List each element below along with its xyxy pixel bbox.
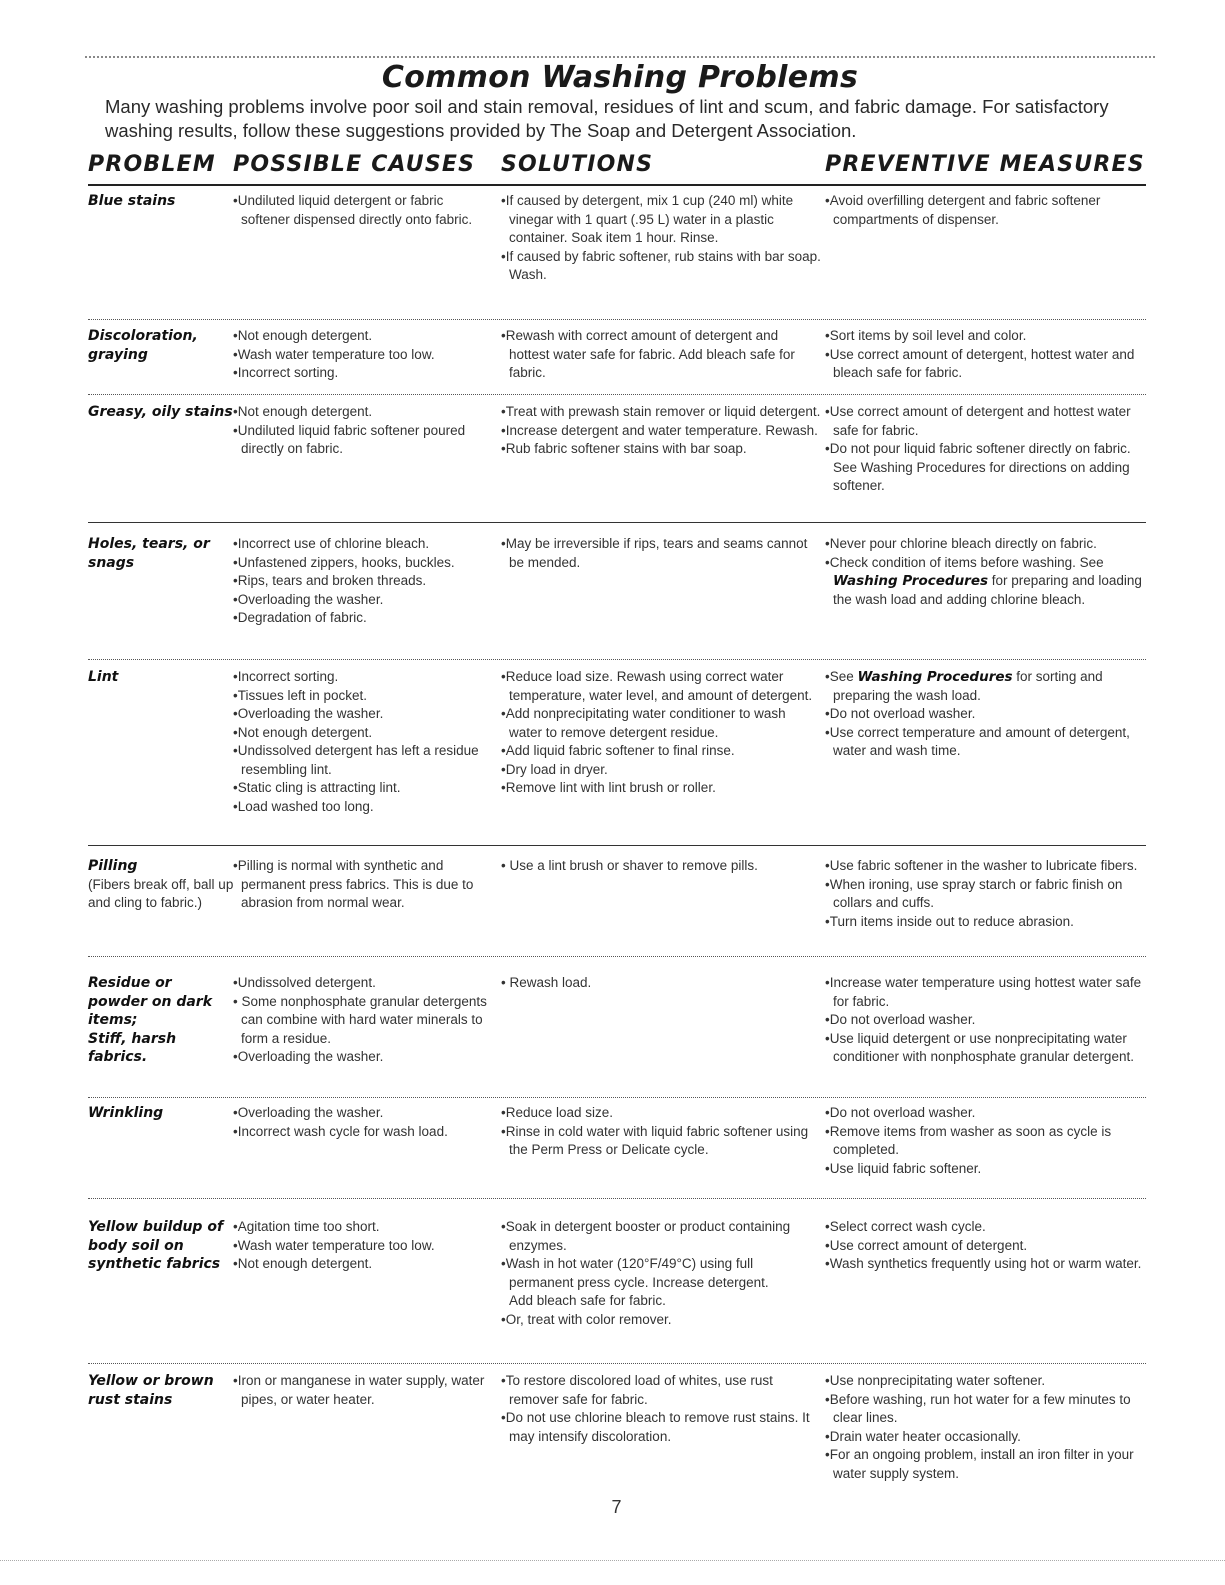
measure-item: • Use nonprecipitating water softener. <box>825 1372 1150 1391</box>
table-header <box>88 152 1146 186</box>
causes-cell <box>233 535 495 628</box>
measure-item <box>825 554 1150 610</box>
cause-item: • Agitation time too short. <box>233 1218 495 1237</box>
cause-item: • Pilling is normal with synthetic and permanent press fabrics. This is due to abrasion from normal wear. <box>233 857 495 913</box>
cause-item: • Undiluted liquid fabric softener poured directly on fabric. <box>233 422 495 459</box>
problem-title: Blue stains <box>88 193 176 209</box>
causes-cell <box>233 1104 495 1141</box>
measure-item: • Use correct amount of detergent and hottest water safe for fabric. <box>825 403 1150 440</box>
problem-cell <box>88 1218 236 1274</box>
problem-title: Pilling <box>88 858 138 874</box>
problem-title: Greasy, oily stains <box>88 404 233 420</box>
measure-item: • Use liquid detergent or use nonprecipitating water conditioner with nonphosphate granular detergent. <box>825 1030 1150 1067</box>
measure-emphasis: Washing Procedures <box>833 573 989 589</box>
measure-item: • Do not overload washer. <box>825 705 1150 724</box>
solution-item: • Add liquid fabric softener to final rinse. <box>501 742 821 761</box>
cause-item: • Not enough detergent. <box>233 403 495 422</box>
solutions-cell <box>501 1218 821 1329</box>
table-row <box>88 974 1146 1098</box>
solutions-cell <box>501 974 821 993</box>
cause-item: • Incorrect sorting. <box>233 668 495 687</box>
problem-title: Discoloration, <box>88 328 198 344</box>
cause-item: • Some nonphosphate granular detergents can combine with hard water minerals to form a residue. <box>233 993 495 1049</box>
causes-cell <box>233 192 495 229</box>
measure-item: • Never pour chlorine bleach directly on fabric. <box>825 535 1150 554</box>
table-row <box>88 1218 1146 1364</box>
header-solutions: SOLUTIONS <box>501 152 654 177</box>
solution-item: • To restore discolored load of whites, use rust remover safe for fabric. <box>501 1372 821 1409</box>
solution-item: • Remove lint with lint brush or roller. <box>501 779 821 798</box>
cause-item: • Unfastened zippers, hooks, buckles. <box>233 554 495 573</box>
solution-item: • Reduce load size. Rewash using correct water temperature, water level, and amount of detergent. <box>501 668 821 705</box>
measures-cell <box>825 535 1150 609</box>
table-row <box>88 535 1146 660</box>
solutions-cell <box>501 1104 821 1160</box>
solution-item: • Rewash load. <box>501 974 821 993</box>
solutions-cell <box>501 668 821 798</box>
solutions-cell <box>501 327 821 383</box>
table-row <box>88 857 1146 957</box>
problem-title: Residue or <box>88 975 172 991</box>
measures-cell <box>825 327 1150 383</box>
problem-title: snags <box>88 554 135 571</box>
measure-item <box>825 668 1150 705</box>
solution-item: • Increase detergent and water temperature. Rewash. <box>501 422 821 441</box>
table-row <box>88 403 1146 523</box>
measure-item: • Increase water temperature using hottest water safe for fabric. <box>825 974 1150 1011</box>
solutions-cell <box>501 192 821 285</box>
causes-cell <box>233 327 495 383</box>
cause-item: • Not enough detergent. <box>233 1255 495 1274</box>
table-row <box>88 668 1146 846</box>
measure-item: • Avoid overfilling detergent and fabric softener compartments of dispenser. <box>825 192 1150 229</box>
top-rule <box>85 56 1155 58</box>
problem-cell <box>88 668 236 687</box>
measure-text: for sorting and preparing the wash load. <box>833 669 1103 703</box>
cause-item: • Overloading the washer. <box>233 1048 495 1067</box>
problem-title: Stiff, harsh <box>88 1030 177 1047</box>
measure-emphasis: Washing Procedures <box>857 669 1013 685</box>
measures-cell <box>825 192 1150 229</box>
measures-cell <box>825 1104 1150 1178</box>
measure-item: • Drain water heater occasionally. <box>825 1428 1150 1447</box>
problem-cell <box>88 403 236 422</box>
problem-cell <box>88 535 236 572</box>
causes-cell <box>233 857 495 913</box>
problem-cell <box>88 327 236 364</box>
causes-cell <box>233 1218 495 1274</box>
problem-title: Yellow or brown <box>88 1373 214 1389</box>
table-row <box>88 1104 1146 1199</box>
measure-item: • Use correct temperature and amount of detergent, water and wash time. <box>825 724 1150 761</box>
solution-item: • Rinse in cold water with liquid fabric softener using the Perm Press or Delicate cycle. <box>501 1123 821 1160</box>
solution-item: • Rub fabric softener stains with bar soap. <box>501 440 821 459</box>
measure-item: • Do not pour liquid fabric softener directly on fabric. See Washing Procedures for directions on adding softener. <box>825 440 1150 496</box>
table-row <box>88 327 1146 395</box>
cause-item: • Undiluted liquid detergent or fabric softener dispensed directly onto fabric. <box>233 192 495 229</box>
problem-title: powder on dark <box>88 993 213 1010</box>
solution-item: • Wash in hot water (120°F/49°C) using full permanent press cycle. Increase detergent. <box>501 1255 821 1292</box>
measure-item: • Use correct amount of detergent, hottest water and bleach safe for fabric. <box>825 346 1150 383</box>
solution-plain-line: Add bleach safe for fabric. <box>509 1293 666 1308</box>
measure-item: • Wash synthetics frequently using hot or warm water. <box>825 1255 1150 1274</box>
cause-item: • Overloading the washer. <box>233 705 495 724</box>
problem-title: Yellow buildup of <box>88 1219 224 1235</box>
solutions-cell <box>501 1372 821 1446</box>
problem-title: Holes, tears, or <box>88 536 210 552</box>
measures-cell <box>825 1372 1150 1483</box>
solutions-cell <box>501 403 821 459</box>
solution-item: • Use a lint brush or shaver to remove pills. <box>501 857 821 876</box>
problem-cell <box>88 1104 236 1123</box>
measure-item: • For an ongoing problem, install an iron filter in your water supply system. <box>825 1446 1150 1483</box>
causes-cell <box>233 1372 495 1409</box>
solution-item: • Rewash with correct amount of detergent and hottest water safe for fabric. Add bleach safe for fabric. <box>501 327 821 383</box>
problem-title: fabrics. <box>88 1049 148 1065</box>
problem-title: Wrinkling <box>88 1105 164 1121</box>
measure-item: • When ironing, use spray starch or fabric finish on collars and cuffs. <box>825 876 1150 913</box>
measure-item: • Remove items from washer as soon as cycle is completed. <box>825 1123 1150 1160</box>
measure-text: Check condition of items before washing. See <box>829 554 1104 570</box>
solution-item: • Reduce load size. <box>501 1104 821 1123</box>
measure-item: • Do not overload washer. <box>825 1104 1150 1123</box>
table-row <box>88 1372 1146 1492</box>
page-title: Common Washing Problems <box>381 60 859 95</box>
problem-title: rust stains <box>88 1391 173 1408</box>
measures-cell <box>825 668 1150 761</box>
problem-title: Lint <box>88 669 119 685</box>
solution-item: • Soak in detergent booster or product containing enzymes. <box>501 1218 821 1255</box>
problem-title: body soil on <box>88 1237 184 1254</box>
cause-item: • Rips, tears and broken threads. <box>233 572 495 591</box>
solution-item: • Add nonprecipitating water conditioner to wash water to remove detergent residue. <box>501 705 821 742</box>
solution-item: • Do not use chlorine bleach to remove rust stains. It may intensify discoloration. <box>501 1409 821 1446</box>
measure-item: • Select correct wash cycle. <box>825 1218 1150 1237</box>
cause-item: • Undissolved detergent has left a residue resembling lint. <box>233 742 495 779</box>
causes-cell <box>233 403 495 459</box>
measures-cell <box>825 857 1150 931</box>
cause-item: • Wash water temperature too low. <box>233 1237 495 1256</box>
solution-item: • If caused by fabric softener, rub stains with bar soap. Wash. <box>501 248 821 285</box>
measure-item: • Turn items inside out to reduce abrasion. <box>825 913 1150 932</box>
problem-cell <box>88 857 236 913</box>
intro-paragraph: Many washing problems involve poor soil and stain removal, residues of lint and scum, and fabric damage. For satisfactory washing results, follow these suggestions provided by The Soap and Detergent Association. <box>105 96 1109 141</box>
measure-item: • Use correct amount of detergent. <box>825 1237 1150 1256</box>
measure-text: See <box>829 669 858 684</box>
solution-item: • Or, treat with color remover. <box>501 1311 821 1330</box>
header-measures: PREVENTIVE MEASURES <box>825 152 1145 177</box>
causes-cell <box>233 668 495 816</box>
cause-item: • Overloading the washer. <box>233 1104 495 1123</box>
cause-item: • Tissues left in pocket. <box>233 687 495 706</box>
solution-item: • If caused by detergent, mix 1 cup (240 ml) white vinegar with 1 quart (.95 L) water in a plastic container. Soak item 1 hour. Rinse. <box>501 192 821 248</box>
cause-item: • Incorrect wash cycle for wash load. <box>233 1123 495 1142</box>
measures-cell <box>825 1218 1150 1274</box>
cause-item: • Incorrect sorting. <box>233 364 495 383</box>
cause-item: • Wash water temperature too low. <box>233 346 495 365</box>
solution-item: • May be irreversible if rips, tears and seams cannot be mended. <box>501 535 821 572</box>
measure-text: for preparing and loading the wash load and adding chlorine bleach. <box>833 573 1142 607</box>
measures-cell <box>825 974 1150 1067</box>
cause-item: • Not enough detergent. <box>233 327 495 346</box>
measure-item: • Use liquid fabric softener. <box>825 1160 1150 1179</box>
cause-item: • Static cling is attracting lint. <box>233 779 495 798</box>
causes-cell <box>233 974 495 1067</box>
problem-cell <box>88 1372 236 1409</box>
cause-item: • Undissolved detergent. <box>233 974 495 993</box>
cause-item: • Not enough detergent. <box>233 724 495 743</box>
problem-title: items; <box>88 1012 138 1028</box>
problem-note: (Fibers break off, ball up and cling to fabric.) <box>88 876 234 910</box>
solutions-cell <box>501 857 821 876</box>
table-row <box>88 192 1146 320</box>
solution-item: • Dry load in dryer. <box>501 761 821 780</box>
problem-cell <box>88 192 236 211</box>
cause-item: • Incorrect use of chlorine bleach. <box>233 535 495 554</box>
measure-item: • Do not overload washer. <box>825 1011 1150 1030</box>
measure-item: • Use fabric softener in the washer to lubricate fibers. <box>825 857 1150 876</box>
bottom-rule <box>0 1560 1225 1561</box>
header-problem: PROBLEM <box>88 152 216 177</box>
solution-item: • Treat with prewash stain remover or liquid detergent. <box>501 403 821 422</box>
measure-item: • Before washing, run hot water for a few minutes to clear lines. <box>825 1391 1150 1428</box>
cause-item: • Load washed too long. <box>233 798 495 817</box>
cause-item: • Degradation of fabric. <box>233 609 495 628</box>
measures-cell <box>825 403 1150 496</box>
problem-cell <box>88 974 236 1067</box>
header-causes: POSSIBLE CAUSES <box>233 152 476 177</box>
measure-item: • Sort items by soil level and color. <box>825 327 1150 346</box>
page-number: 7 <box>611 1497 622 1517</box>
cause-item: • Iron or manganese in water supply, water pipes, or water heater. <box>233 1372 495 1409</box>
solutions-cell <box>501 535 821 572</box>
problem-title: graying <box>88 346 148 363</box>
problem-title: synthetic fabrics <box>88 1256 221 1272</box>
cause-item: • Overloading the washer. <box>233 591 495 610</box>
